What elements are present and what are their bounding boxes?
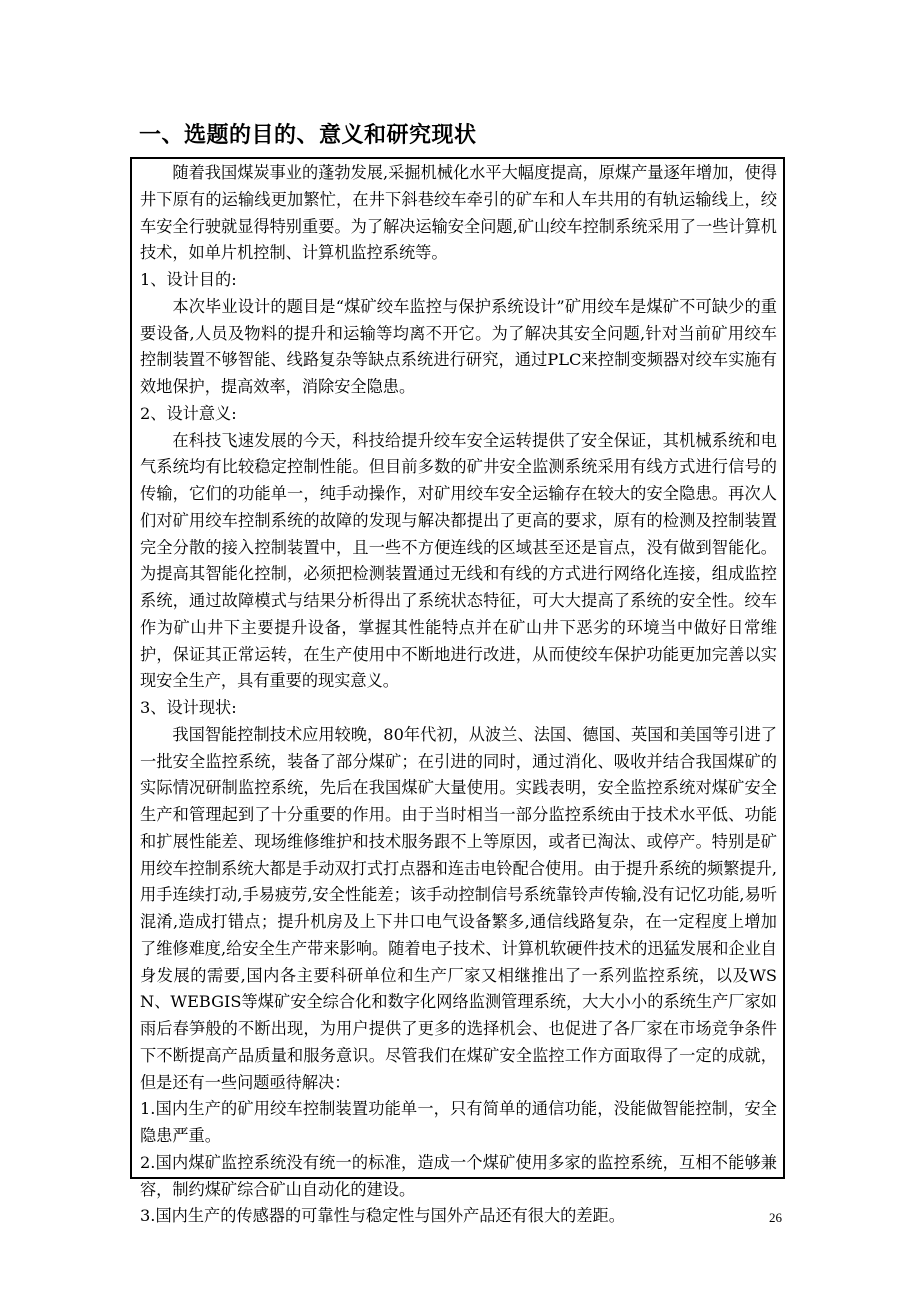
- page-number: 26: [769, 1210, 782, 1225]
- heading-design-status: 3、设计现状:: [140, 698, 237, 717]
- paragraph-design-purpose: 本次毕业设计的题目是“煤矿绞车监控与保护系统设计”矿用绞车是煤矿不可缺少的重要设备,人员及物料的提升和运输等均离不开它。为了解决其安全问题,针对当前矿用绞车控制装置不够智能、线路复杂等缺点系统进行研究，通过PLC来控制变频器对绞车实施有效地保护，提高效率，消除安全隐患。: [140, 296, 777, 396]
- paragraph-design-significance: 在科技飞速发展的今天，科技给提升绞车安全运转提供了安全保证，其机械系统和电气系统均有比较稳定控制性能。但目前多数的矿井安全监测系统采用有线方式进行信号的传输，它们的功能单一，纯手动操作，对矿用绞车安全运输存在较大的安全隐患。再次人们对矿用绞车控制系统的故障的发现与解决都提出了更高的要求，原有的检测及控制装置完全分散的接入控制装置中，且一些不方便连线的区域甚至还是盲点，没有做到智能化。为提高其智能化控制，必须把检测装置通过无线和有线的方式进行网络化连接，组成监控系统，通过故障模式与结果分析得出了系统状态特征，可大大提高了系统的安全性。绞车作为矿山井下主要提升设备，掌握其性能特点并在矿山井下恶劣的环境当中做好日常维护，保证其正常运转，在生产使用中不断地进行改进，从而使绞车保护功能更加完善以实现安全生产，具有重要的现实意义。: [140, 430, 777, 691]
- list-item-problem-2: 2.国内煤矿监控系统没有统一的标准，造成一个煤矿使用多家的监控系统，互相不能够兼容，制约煤矿综合矿山自动化的建设。: [140, 1152, 777, 1199]
- list-item-problem-1: 1.国内生产的矿用绞车控制装置功能单一，只有简单的通信功能，没能做智能控制，安全隐患严重。: [140, 1099, 777, 1145]
- paragraph-design-status: 我国智能控制技术应用较晚，80年代初，从波兰、法国、德国、英国和美国等引进了一批安全监控系统，装备了部分煤矿；在引进的同时，通过消化、吸收并结合我国煤矿的实际情况研制监控系统，先后在我国煤矿大量使用。实践表明，安全监控系统对煤矿安全生产和管理起到了十分重要的作用。由于当时相当一部分监控系统由于技术水平低、功能和扩展性能差、现场维修维护和技术服务跟不上等原因，或者已淘汰、或停产。特别是矿用绞车控制系统大都是手动双打式打点器和连击电铃配合使用。由于提升系统的频繁提升,用手连续打动,手易疲劳,安全性能差；该手动控制信号系统靠铃声传输,没有记忆功能,易听混淆,造成打错点；提升机房及上下井口电气设备繁多,通信线路复杂，在一定程度上增加了维修难度,给安全生产带来影响。随着电子技术、计算机软硬件技术的迅猛发展和企业自身发展的需要,国内各主要科研单位和生产厂家又相继推出了一系列监控系统，以及WSN、WEBGIS等煤矿安全综合化和数字化网络监测管理系统，大大小小的系统生产厂家如雨后春笋般的不断出现，为用户提供了更多的选择机会、也促进了各厂家在市场竞争条件下不断提高产品质量和服务意识。尽管我们在煤矿安全监控工作方面取得了一定的成就，但是还有一些问题亟待解决：: [140, 724, 777, 1092]
- heading-design-significance: 2、设计意义:: [140, 403, 237, 423]
- list-item-problem-3: 3.国内生产的传感器的可靠性与稳定性与国外产品还有很大的差距。: [140, 1206, 625, 1226]
- section-title: 一、选题的目的、意义和研究现状: [139, 123, 477, 148]
- heading-design-purpose: 1、设计目的:: [140, 270, 237, 289]
- paragraph-intro: 随着我国煤炭事业的蓬勃发展,采掘机械化水平大幅度提高，原煤产量逐年增加，使得井下原有的运输线更加繁忙，在井下斜巷绞车牵引的矿车和人车共用的有轨运输线上，绞车安全行驶就显得特别重要。为了解决运输安全问题,矿山绞车控制系统采用了一些计算机技术，如单片机控制、计算机监控系统等。: [140, 163, 777, 263]
